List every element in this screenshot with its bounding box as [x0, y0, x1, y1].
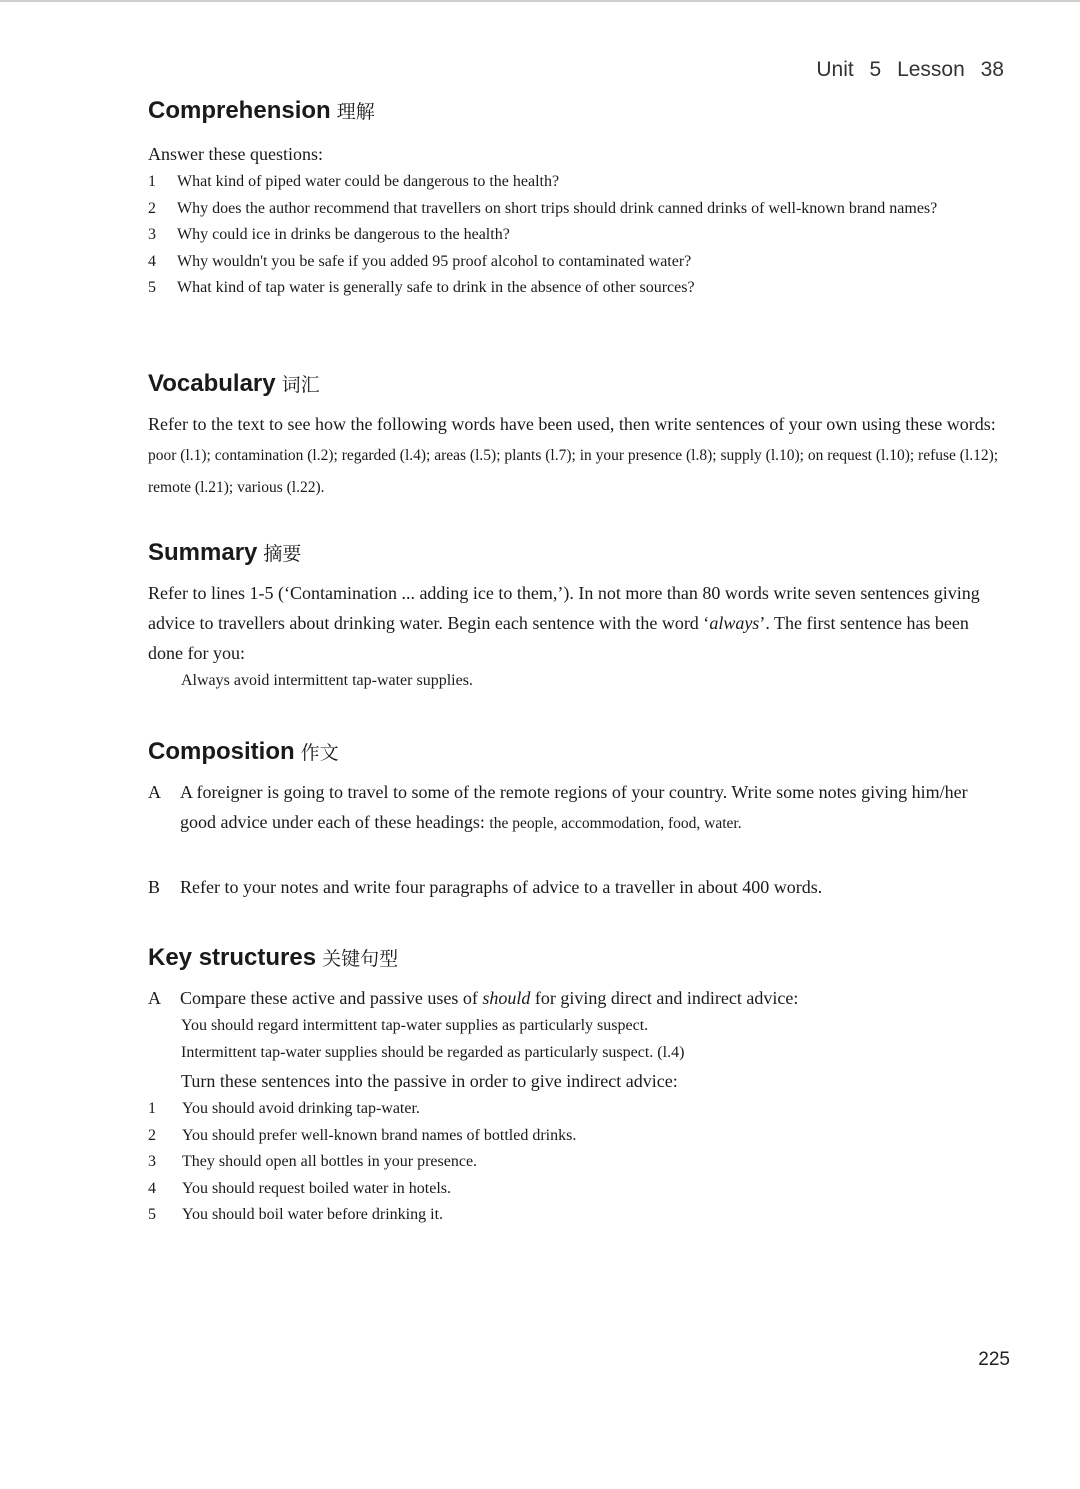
summary-example: Always avoid intermittent tap-water supplies. [181, 672, 473, 689]
question-item: 3 Why could ice in drinks be dangerous to the health? [148, 226, 510, 243]
page-header [816, 58, 1004, 82]
passive-instruction: Turn these sentences into the passive in order to give indirect advice: [181, 1071, 678, 1091]
vocabulary-heading-cn: 词汇 [281, 374, 320, 396]
passive-example: Intermittent tap-water supplies should be regarded as particularly suspect. (l.4) [181, 1043, 685, 1061]
top-border [0, 0, 1080, 2]
exercise-item: 3 They should open all bottles in your presence. [148, 1153, 478, 1170]
key-structures-item-a: A Compare these active and passive uses of should for giving direct and indirect advice: [148, 988, 799, 1008]
exercise-list [148, 1096, 1008, 1229]
question-item: 1 What kind of piped water could be dangerous to the health? [148, 173, 560, 190]
composition-section [148, 738, 1008, 902]
exercise-item: 1 You should avoid drinking tap-water. [148, 1100, 420, 1117]
exercise-item: 5 You should boil water before drinking it. [148, 1206, 444, 1223]
summary-heading-cn: 摘要 [263, 543, 302, 565]
key-structures-section [148, 944, 1008, 1229]
comprehension-heading-cn: 理解 [336, 101, 375, 123]
question-item: 5 What kind of tap water is generally safe to drink in the absence of other sources? [148, 279, 695, 296]
summary-section [148, 539, 1008, 695]
comprehension-section [148, 97, 1008, 302]
vocabulary-section [148, 370, 1008, 503]
exercise-item: 2 You should prefer well-known brand names of bottled drinks. [148, 1126, 577, 1144]
question-item: 4 Why wouldn't you be safe if you added 95 proof alcohol to contaminated water? [148, 252, 692, 270]
page-number: 225 [978, 1349, 1010, 1370]
composition-item-a: A A foreigner is going to travel to some of the remote regions of your country. Write some notes giving him/her good advice under each of these headings: the people, accommodation, food, water. [148, 782, 968, 832]
comprehension-heading: Comprehension 理解 [148, 97, 375, 124]
comprehension-questions [148, 169, 1008, 302]
key-structures-heading: Key structures 关键句型 [148, 944, 399, 971]
summary-heading: Summary 摘要 [148, 539, 302, 566]
vocabulary-text: Refer to the text to see how the following words have been used, then write sentences of your own using these words: poor (l.1); contamination (l.2); regarded (l.4); areas (l.5); plants (l.7); in your presence (l.8); supply (l.10); on request (l.10); refuse (l.12); remote (l.21); various (l.22). [148, 414, 999, 496]
composition-item-b: B Refer to your notes and write four paragraphs of advice to a traveller in about 400 words. [148, 877, 823, 897]
composition-heading-cn: 作文 [300, 742, 339, 764]
exercise-item: 4 You should request boiled water in hotels. [148, 1179, 452, 1197]
question-item: 2 Why does the author recommend that travellers on short trips should drink canned drinks of well-known brand names? [148, 199, 938, 217]
summary-text: Refer to lines 1-5 (‘Contamination ... adding ice to them,’). In not more than 80 words write seven sentences giving advice to travellers about drinking water. Begin each sentence with the word ‘always’. The first sentence has been done for you: [148, 583, 980, 663]
composition-heading: Composition 作文 [148, 738, 339, 765]
key-structures-heading-cn: 关键句型 [322, 948, 399, 970]
vocabulary-word-list: poor (l.1); contamination (l.2); regarded (l.4); areas (l.5); plants (l.7); in your presence (l.8); supply (l.10); on request (l.10); refuse (l.12); remote (l.21); various (l.22). [148, 447, 999, 496]
active-example: You should regard intermittent tap-water supplies as particularly suspect. [181, 1017, 649, 1034]
unit-label: Unit 5 [816, 58, 882, 81]
vocabulary-heading: Vocabulary 词汇 [148, 370, 320, 397]
lesson-label: Lesson 38 [897, 58, 1004, 81]
comprehension-intro: Answer these questions: [148, 144, 323, 164]
